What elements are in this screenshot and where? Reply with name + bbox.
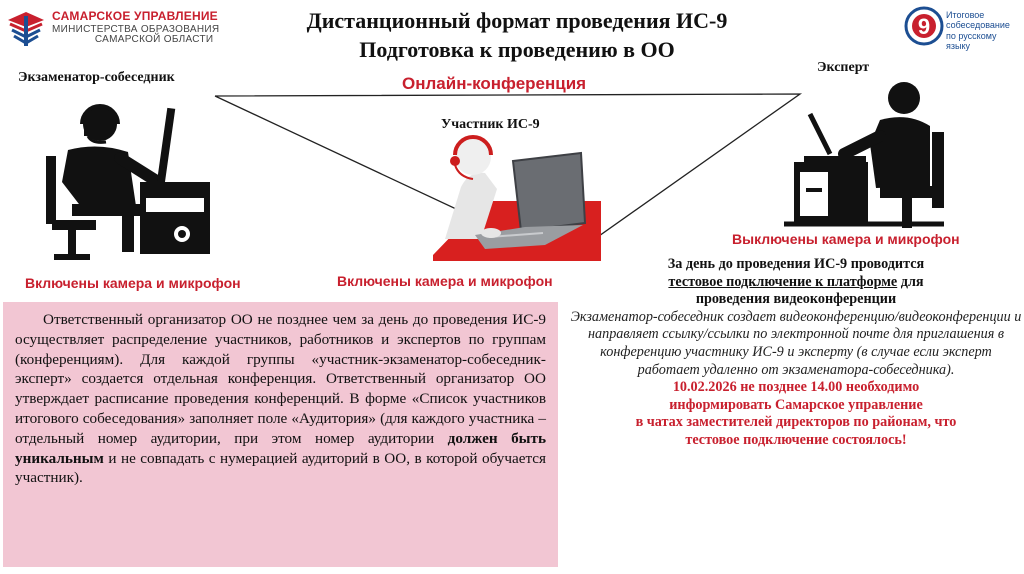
event-logo-line1: Итоговое bbox=[946, 10, 985, 20]
organizer-instructions-text bbox=[15, 310, 546, 488]
org-logo-line1: САМАРСКОЕ УПРАВЛЕНИЕ bbox=[52, 9, 218, 24]
expert-person-icon bbox=[784, 74, 952, 232]
test-connection-line2 bbox=[568, 274, 1024, 292]
test-connection-underlined: тестовое подключение к платформе bbox=[668, 273, 898, 290]
participant-role-label: Участник ИС-9 bbox=[441, 117, 540, 132]
event-logo-line2: собеседование bbox=[946, 20, 1010, 31]
expert-status: Выключены камера и микрофон bbox=[732, 231, 960, 247]
expert-role-label: Эксперт bbox=[817, 60, 870, 75]
page-subtitle: Подготовка к проведению в ОО bbox=[359, 37, 675, 62]
deadline-line3: в чатах заместителей директоров по районам, что bbox=[635, 414, 957, 431]
org-logo-line3: САМАРСКОЙ ОБЛАСТИ bbox=[94, 34, 214, 46]
examiner-status: Включены камера и микрофон bbox=[25, 275, 241, 291]
organizer-instructions bbox=[3, 302, 558, 567]
event-logo-number: 9 bbox=[917, 14, 931, 39]
participant-laptop-icon bbox=[425, 131, 605, 269]
test-connection-line3: проведения видеоконференции bbox=[695, 291, 897, 308]
deadline-line4: тестовое подключение состоялось! bbox=[685, 431, 907, 448]
test-connection-line2-rest: для bbox=[897, 273, 924, 290]
instructions-text-part2: и не совпадать с нумерацией аудиторий в ОО, в которой обучается участник). bbox=[15, 449, 546, 487]
examiner-headset-icon bbox=[40, 96, 216, 266]
event-logo-line3: по русскому языку bbox=[946, 30, 997, 52]
instructions-emphasis: должен быть уникальным bbox=[15, 429, 547, 467]
test-connection-info bbox=[568, 256, 1024, 450]
instructions-text-part1: Ответственный организатор ОО не позднее чем за день до проведения ИС-9 осуществляет распределение участников, работников и экспертов по группам (конференциям). Для каждой группы «участник-экзаменатор-собеседник-эксперт» создается отдельная конференция. Ответственный организатор ОО утверждает расписание проведения конференций. В форме «Список участников итогового собеседования» заполняет поле «Аудитория» (для каждого участника – отдельный номер аудитории, при этом номер аудитории bbox=[15, 311, 546, 447]
test-connection-line1: За день до проведения ИС-9 проводится bbox=[667, 256, 925, 272]
page-title: Дистанционный формат проведения ИС-9 bbox=[306, 8, 728, 33]
examiner-role-label: Экзаменатор-собеседник bbox=[18, 70, 175, 85]
deadline-line1: 10.02.2026 не позднее 14.00 необходимо bbox=[672, 379, 920, 396]
deadline-line2: информировать Самарское управление bbox=[669, 396, 923, 413]
org-logo-line2: МИНИСТЕРСТВА ОБРАЗОВАНИЯ bbox=[52, 23, 220, 35]
participant-status: Включены камера и микрофон bbox=[337, 273, 553, 289]
conference-label: Онлайн-конференция bbox=[402, 74, 587, 93]
examiner-procedure-text: Экзаменатор-собеседник создает видеоконференцию/видеоконференции и направляет ссылку/ссылки по электронной почте для приглашения в конференцию участнику ИС-9 и эксперту (в случае если эксперт работает удаленно от экзаменатора-собеседника). bbox=[570, 308, 1022, 378]
